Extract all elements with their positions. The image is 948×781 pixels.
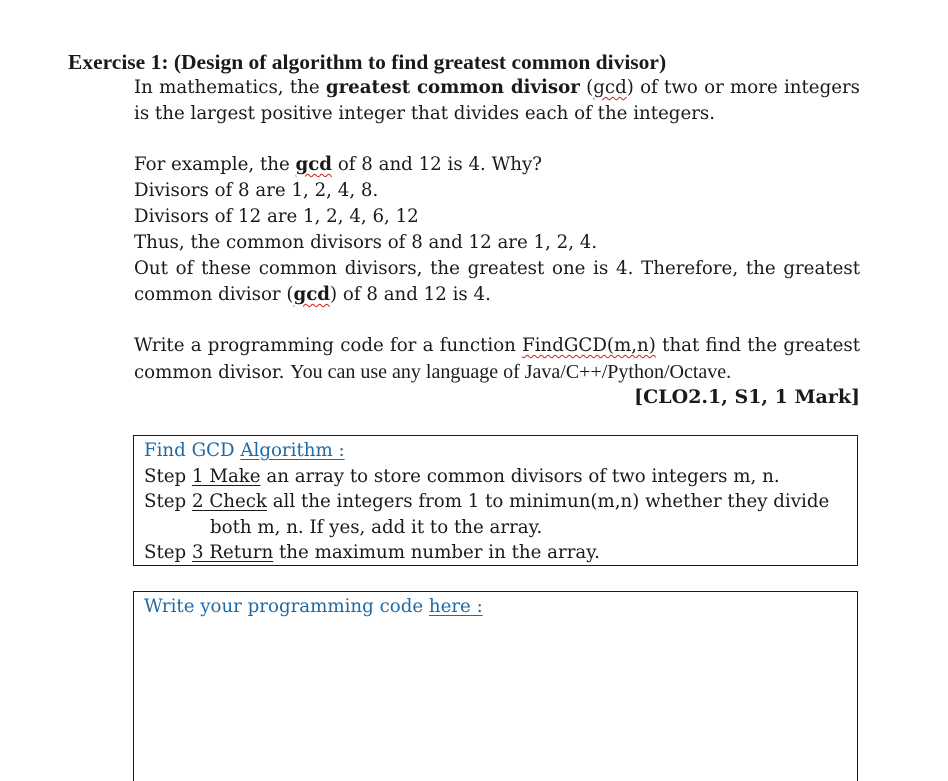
algorithm-box: [133, 435, 858, 566]
step-keyword: 3 Return: [191, 542, 274, 563]
gcd-abbrev: gcd: [293, 284, 330, 305]
algorithm-heading: [144, 438, 847, 464]
example-line-6: [134, 282, 860, 308]
intro-paragraph: [134, 75, 860, 127]
step-text: an array to store common divisors of two integers m, n.: [260, 465, 780, 487]
gcd-abbrev: gcd: [295, 154, 333, 175]
algorithm-step-1: [144, 464, 847, 490]
intro-text: (: [579, 77, 594, 98]
step-keyword: 2 Check: [191, 491, 267, 512]
intro-text: ) of two or more integers: [626, 77, 861, 98]
code-box-label-text: Write your programming code: [144, 596, 429, 617]
example-line-5: Out of these common divisors, the greatest one is 4. Therefore, the greatest: [134, 258, 860, 279]
example-text: common divisor (: [134, 284, 294, 305]
language-note: You can use any language of Java/C++/Python/Octave.: [290, 361, 732, 383]
task-paragraph: [134, 333, 860, 386]
step-keyword: 1 Make: [191, 465, 261, 487]
intro-line-1: [134, 75, 860, 101]
step-prefix: Step: [144, 491, 192, 512]
task-text: that find the greatest: [655, 335, 860, 356]
example-text: of 8 and 12 is 4. Why?: [332, 154, 543, 175]
exercise-title: Exercise 1: (Design of algorithm to find greatest common divisor): [68, 50, 667, 74]
algorithm-step-3: [144, 540, 847, 566]
step-text: the maximum number in the array.: [273, 542, 600, 563]
gcd-abbrev: gcd: [593, 77, 627, 98]
function-name: FindGCD(m,n): [522, 335, 656, 356]
mark-label: [CLO2.1, S1, 1 Mark]: [634, 386, 860, 408]
example-paragraph: [134, 152, 860, 308]
task-line-2: [134, 359, 860, 386]
task-text: Write a programming code for a function: [134, 335, 523, 356]
algorithm-heading-text: Find GCD: [144, 440, 241, 461]
step-prefix: Step: [144, 542, 192, 563]
example-line-1: [134, 152, 860, 178]
step-prefix: Step: [144, 465, 192, 487]
code-box-label: [144, 594, 847, 620]
example-line-2: Divisors of 8 are 1, 2, 4, 8.: [134, 180, 379, 201]
example-text: For example, the: [134, 154, 296, 175]
example-text: ) of 8 and 12 is 4.: [330, 284, 491, 305]
algorithm-heading-underlined: Algorithm :: [240, 440, 345, 461]
algorithm-step-2: [144, 489, 847, 515]
task-text: common divisor.: [134, 362, 291, 383]
gcd-term-bold: greatest common divisor: [325, 77, 580, 98]
intro-text: In mathematics, the: [134, 77, 326, 98]
algorithm-step-2-continued: both m, n. If yes, add it to the array.: [210, 516, 543, 538]
example-line-3: Divisors of 12 are 1, 2, 4, 6, 12: [134, 206, 419, 227]
task-line-1: [134, 333, 860, 359]
step-text: all the integers from 1 to minimun(m,n) whether they divide: [266, 491, 830, 512]
code-box-label-underlined: here :: [428, 596, 483, 617]
intro-line-2: is the largest positive integer that divides each of the integers.: [134, 103, 716, 124]
example-line-4: Thus, the common divisors of 8 and 12 are 1, 2, 4.: [134, 232, 598, 253]
code-answer-box[interactable]: [133, 591, 858, 781]
